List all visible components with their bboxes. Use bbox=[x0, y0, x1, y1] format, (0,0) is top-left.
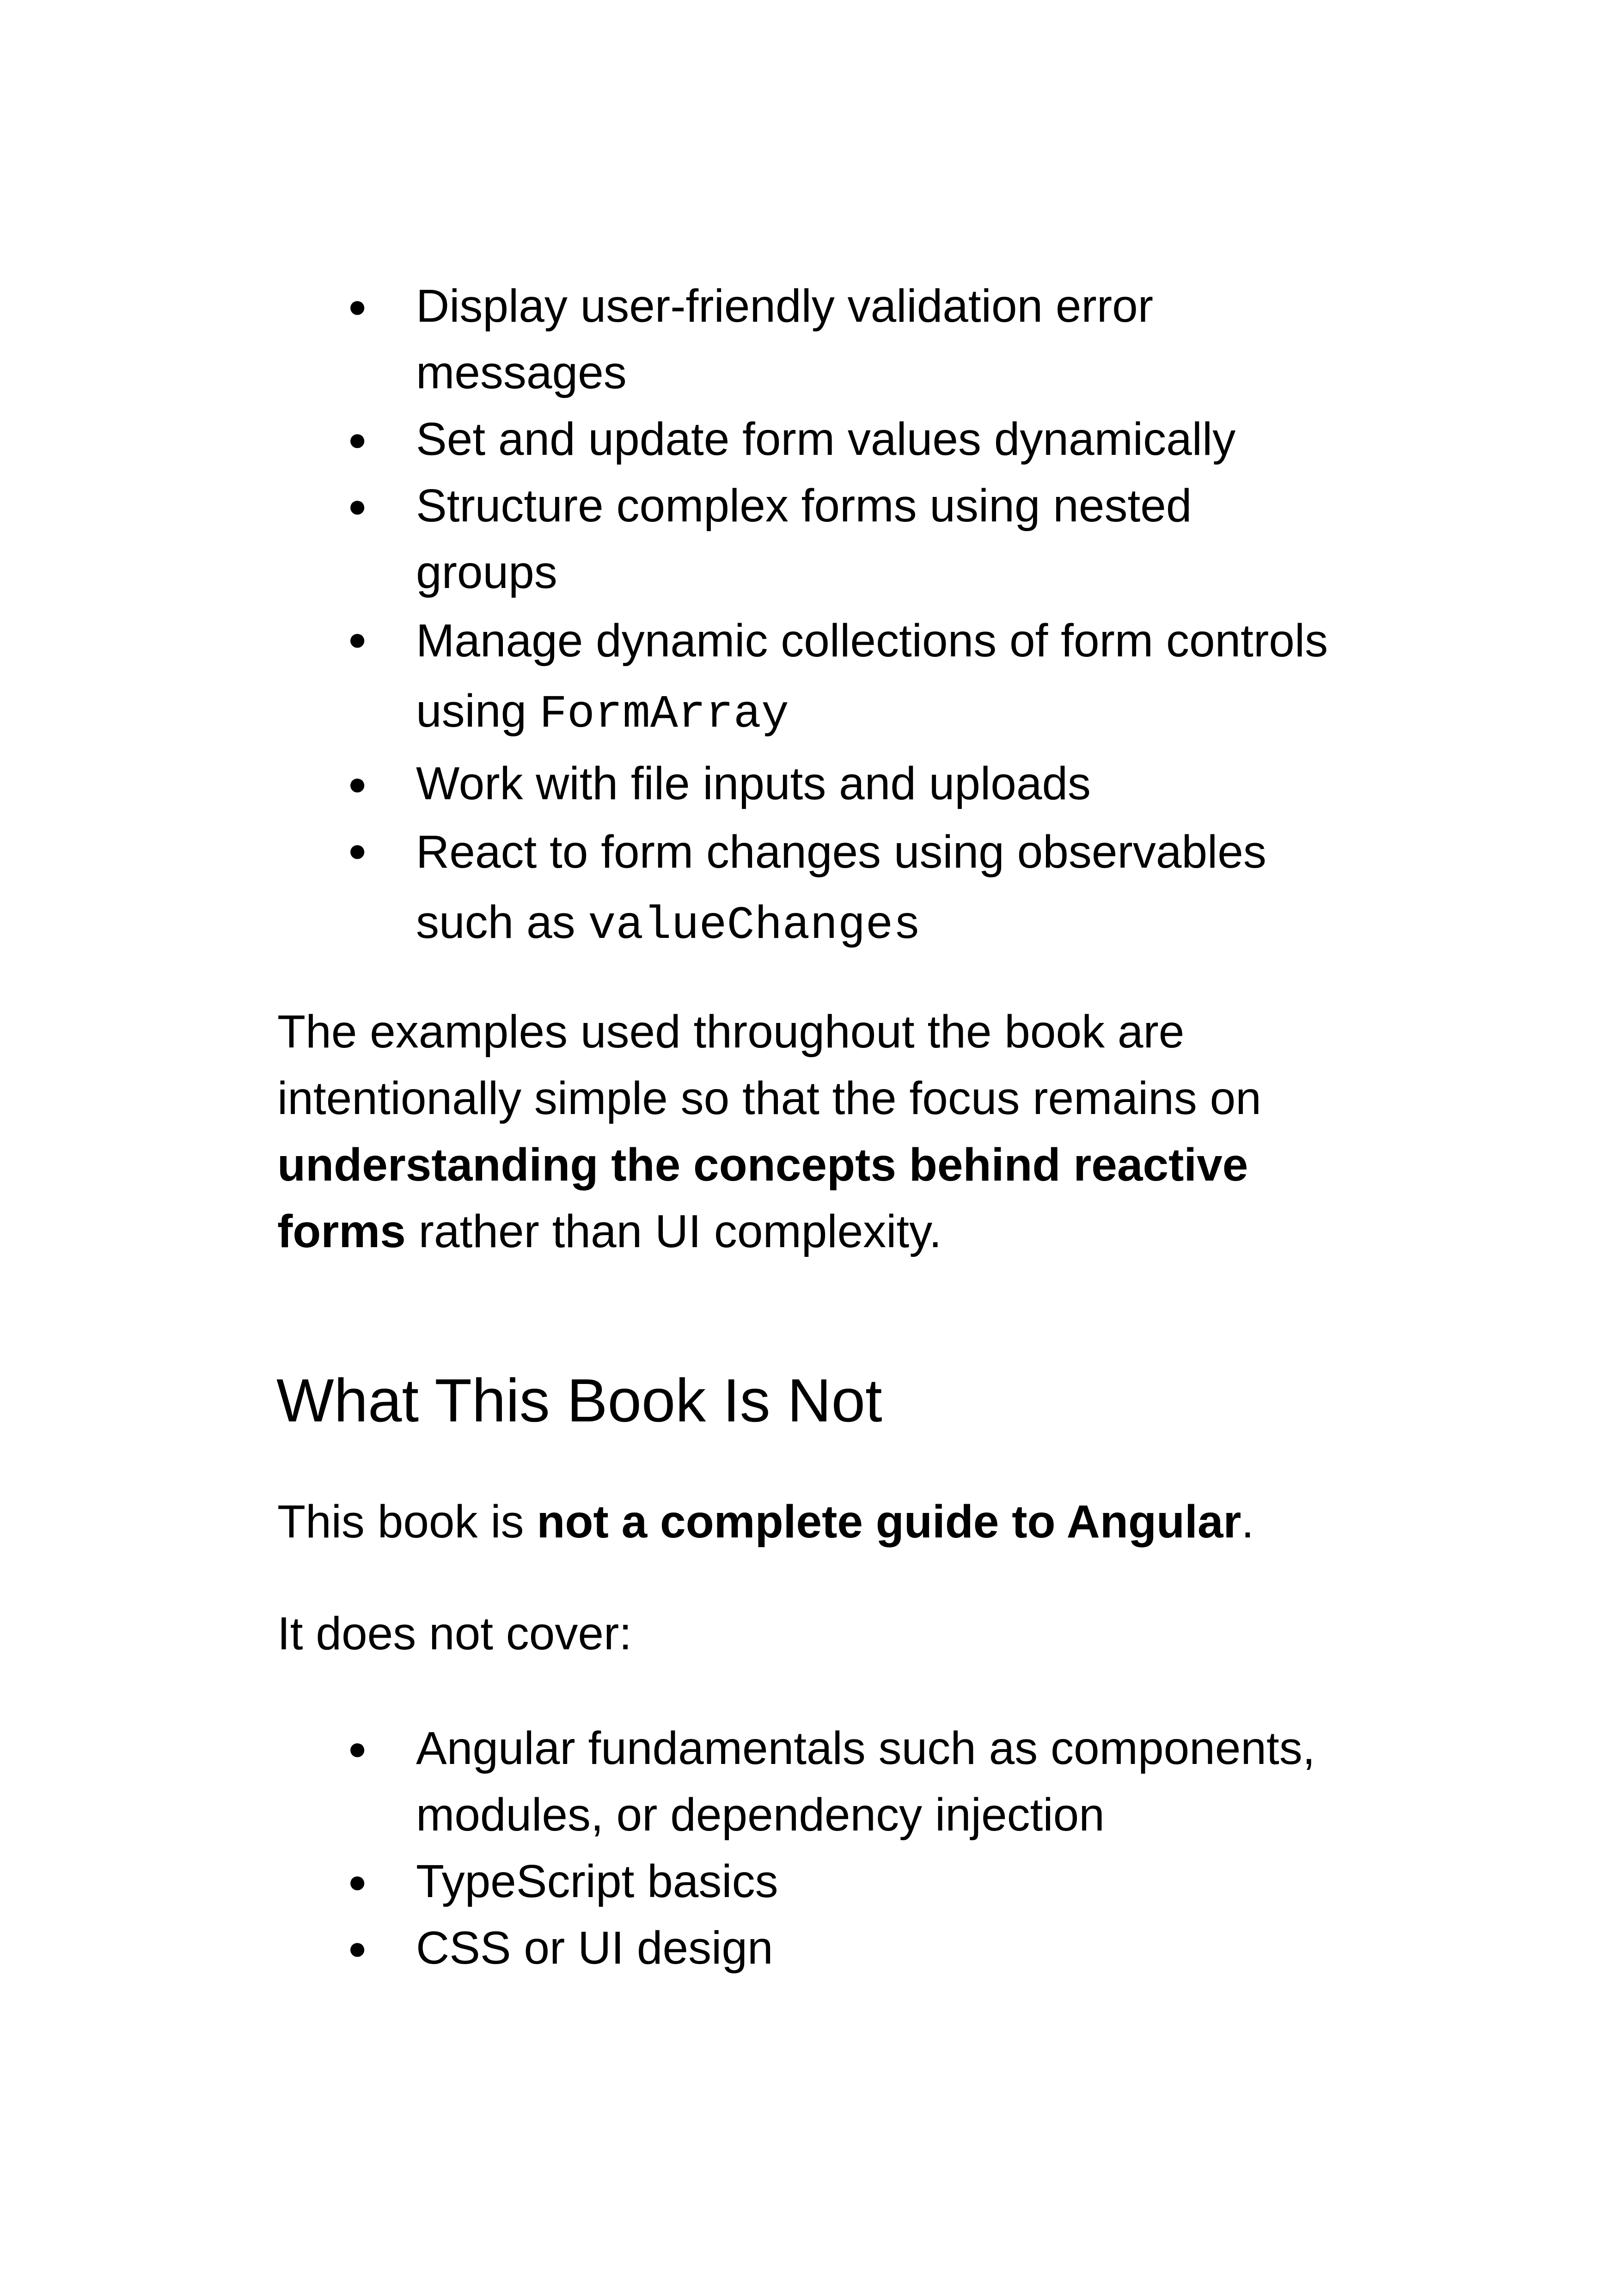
not-covered-list bbox=[0, 1715, 1614, 1981]
bullet-icon: ● bbox=[348, 1730, 367, 1766]
list-item bbox=[0, 606, 1340, 750]
list-item-text: Display user-friendly validation error messages bbox=[416, 280, 1154, 398]
list-item bbox=[0, 406, 1340, 472]
list-item-text: Manage dynamic collections of form controls using bbox=[416, 615, 1328, 737]
paragraph-text: . bbox=[1241, 1496, 1254, 1548]
list-item-text: TypeScript basics bbox=[416, 1855, 778, 1907]
bullet-icon: ● bbox=[348, 1930, 367, 1966]
list-item-text: Work with file inputs and uploads bbox=[416, 758, 1091, 809]
list-item bbox=[0, 273, 1340, 406]
list-item bbox=[0, 1715, 1340, 1848]
bullet-icon: ● bbox=[348, 488, 367, 524]
list-item bbox=[0, 817, 1340, 961]
bullet-icon: ● bbox=[348, 421, 367, 457]
list-item-text: CSS or UI design bbox=[416, 1922, 773, 1974]
list-item bbox=[0, 472, 1340, 606]
paragraph-text: This book is bbox=[277, 1496, 537, 1548]
paragraph-text: The examples used throughout the book are intentionally simple so that the focus remains on bbox=[277, 1006, 1261, 1124]
inline-code: FormArray bbox=[539, 689, 789, 741]
bullet-icon: ● bbox=[348, 765, 367, 802]
list-item-text: Set and update form values dynamically bbox=[416, 413, 1236, 465]
section-heading: What This Book Is Not bbox=[276, 1366, 882, 1434]
bullet-icon: ● bbox=[348, 1863, 367, 1899]
does-not-cover-paragraph: It does not cover: bbox=[277, 1608, 632, 1659]
inline-code: valueChanges bbox=[588, 900, 921, 952]
emphasis-text: not a complete guide to Angular bbox=[537, 1496, 1241, 1548]
list-item-text: React to form changes using observables such as bbox=[416, 826, 1266, 948]
paragraph-text: rather than UI complexity. bbox=[405, 1206, 942, 1257]
bullet-icon: ● bbox=[348, 621, 367, 657]
bullet-icon: ● bbox=[348, 832, 367, 868]
list-item bbox=[0, 1915, 1340, 1981]
capabilities-list bbox=[0, 273, 1614, 961]
not-guide-paragraph bbox=[277, 1488, 1340, 1555]
bullet-icon: ● bbox=[348, 288, 367, 324]
examples-paragraph bbox=[277, 998, 1340, 1265]
list-item bbox=[0, 1848, 1340, 1915]
list-item-text: Structure complex forms using nested groups bbox=[416, 480, 1192, 598]
list-item bbox=[0, 750, 1340, 817]
list-item-text: Angular fundamentals such as components, modules, or dependency injection bbox=[416, 1722, 1315, 1841]
emphasis-text: understanding the concepts behind reactive forms bbox=[277, 1139, 1248, 1257]
